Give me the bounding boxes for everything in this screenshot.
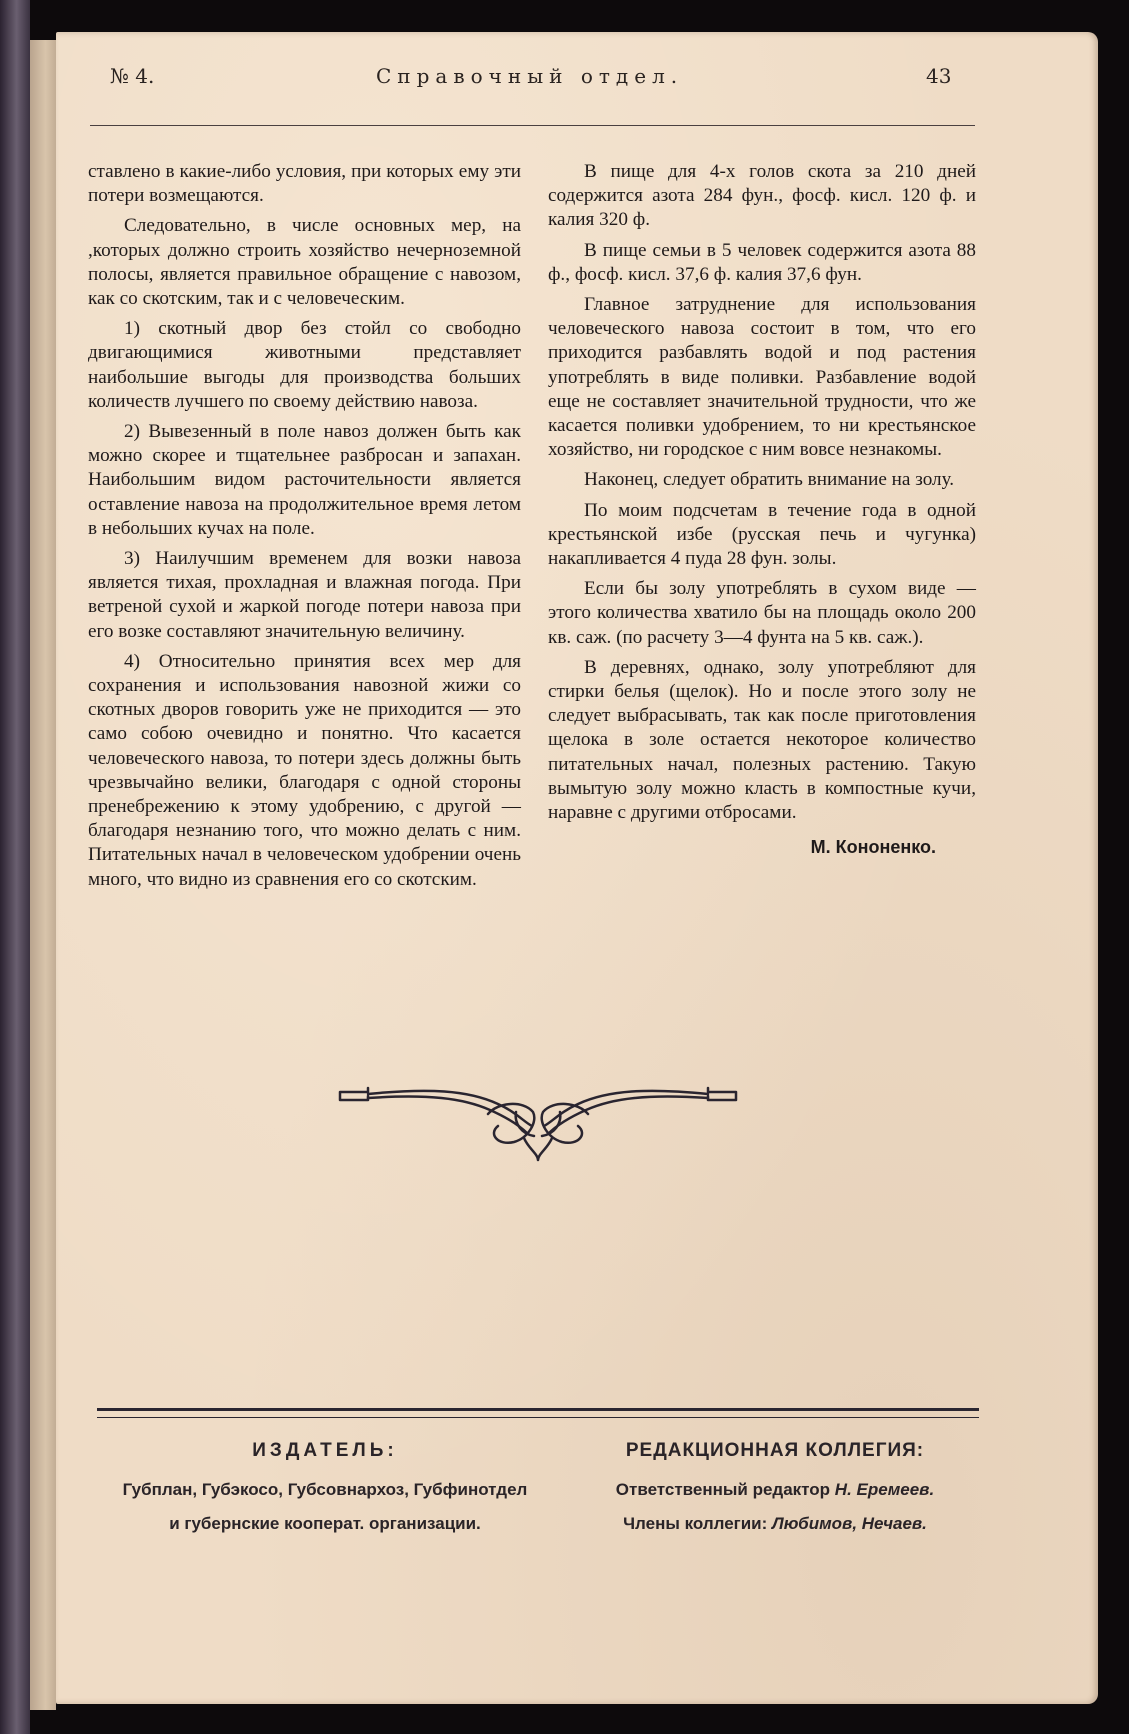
right-column: [548, 160, 976, 859]
editor-name: Н. Еремеев.: [834, 1480, 935, 1499]
publisher-line: и губернские кооперат. организации.: [169, 1514, 481, 1533]
paragraph: Если бы золу употреблять в сухом виде — этого количества хватило бы на площадь около 200 кв. саж. (по расчету 3—4 фунта на 5 кв. саж.).: [548, 578, 976, 648]
paragraph: Следовательно, в числе основных мер, на ,которых должно строить хозяйство нечерноземной полосы, является правильное обращение с навозом, как со скотским, так и с человеческим.: [88, 215, 521, 310]
paragraph: 2) Вывезенный в поле навоз должен быть как можно скорее и тщательнее разбросан и запахан. Наибольшим видом расточительности является оставление навоза на продолжительное время летом в небольших кучах на поле.: [88, 421, 521, 539]
art-nouveau-ornament: [338, 1082, 738, 1162]
author-signature: М. Кононенко.: [810, 837, 936, 858]
paragraph: Главное затруднение для использования человеческого навоза состоит в том, что его приходится разбавлять водой и под растения употреблять в виде поливки. Разбавление водой еще не составляет значительной трудности, что же касается поливки удобрением, то ни крестьянское хозяйство, ни городское с ним вовсе незнакомы.: [548, 294, 976, 461]
paragraph: ставлено в какие-либо условия, при которых ему эти потери возмещаются.: [88, 161, 521, 207]
header-rule: [90, 125, 975, 126]
publisher-block: [90, 1440, 560, 1548]
issue-number: № 4.: [110, 64, 155, 88]
editor-line: [570, 1480, 980, 1500]
page-number: 43: [926, 64, 952, 88]
running-head: [56, 64, 950, 104]
left-column: [88, 160, 521, 892]
members-names: Любимов, Нечаев.: [772, 1514, 927, 1533]
section-title: Справочный отдел.: [376, 64, 684, 88]
footer-rule: [97, 1408, 979, 1418]
paragraph: 4) Относительно принятия всех мер для сохранения и использования навозной жижи со скотных дворов говорить уже не приходится — это само собою очевидно и понятно. Что касается человеческого навоза, то потери здесь должны быть чрезвычайно велики, благодаря с одной стороны пренебрежению к этому удобрению, с другой — благодаря незнанию того, что можно делать с ним. Питательных начал в человеческом удобрении очень много, что видно из сравнения его со скотским.: [88, 650, 521, 890]
paragraph: 1) скотный двор без стойл со свободно двигающимися животными представляет наибольшие выгоды для производства больших количеств лучшего по своему действию навоза.: [88, 318, 521, 412]
editor-label: Ответственный редактор: [615, 1480, 831, 1499]
publisher-heading: ИЗДАТЕЛЬ:: [252, 1440, 398, 1461]
members-label: Члены коллегии:: [623, 1514, 768, 1533]
board-heading: РЕДАКЦИОННАЯ КОЛЛЕГИЯ:: [625, 1440, 925, 1461]
paragraph: В деревнях, однако, золу употребляют для стирки белья (щелок). Но и после этого золу не следует выбрасывать, так как после приготовления щелока в золе остается некоторое количество питательных начал, полезных растению. Такую вымытую золу можно класть в компостные кучи, наравне с другими отбросами.: [548, 656, 976, 824]
paragraph: Наконец, следует обратить внимание на золу.: [584, 469, 955, 491]
paragraph: По моим подсчетам в течение года в одной крестьянской избе (русская печь и чугунка) накапливается 4 пуда 28 фун. золы.: [548, 499, 976, 570]
paragraph: В пище семьи в 5 человек содержится азота 88 ф., фосф. кисл. 37,6 ф. калия 37,6 фун.: [548, 239, 976, 285]
paragraph: В пище для 4-х голов скота за 210 дней содержится азота 284 фун., фосф. кисл. 120 ф. и калия 320 ф.: [548, 161, 976, 231]
editorial-board-block: [570, 1440, 980, 1548]
book-spine: [0, 0, 30, 1734]
members-line: [570, 1514, 980, 1534]
paragraph: 3) Наилучшим временем для возки навоза является тихая, прохладная и влажная погода. При ветреной сухой и жаркой погоде потери навоза при его возке составляют значительную величину.: [88, 548, 521, 642]
publisher-line: Губплан, Губэкосо, Губсовнархоз, Губфинотдел: [122, 1480, 528, 1499]
left-page-edge: [30, 40, 56, 1710]
